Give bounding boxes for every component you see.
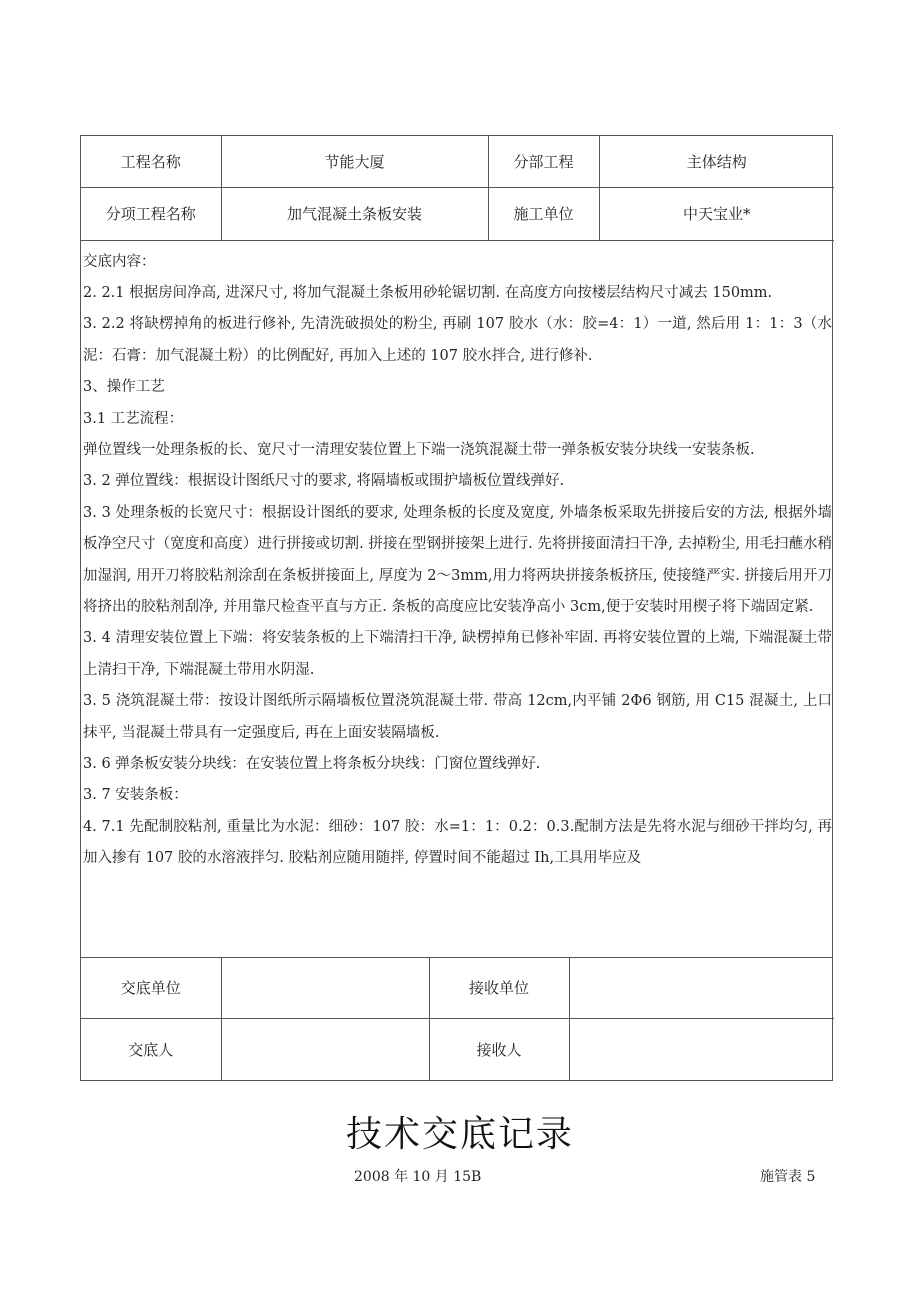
division-label: 分部工程 [488,136,599,187]
disclosure-form [80,135,833,1081]
division-value: 主体结构 [599,136,834,187]
receiver-person-label: 接收人 [429,1019,569,1080]
subitem-label: 分项工程名称 [81,187,221,240]
project-name-label: 工程名称 [81,136,221,187]
content-paragraph: 4. 7.1 先配制胶粘剂, 重量比为水泥：细砂：107 胶：水=1：1：0.2：0.3.配制方法是先将水泥与细砂干拌均匀, 再加入掺有 107 胶的水溶液拌匀. 胶粘剂应随用随拌, 停置时间不能超过 Ih,工具用毕应及 [83,818,832,867]
contractor-label: 施工单位 [488,187,599,240]
issuer-unit-field[interactable] [221,958,429,1019]
document-title: 技术交底记录 [345,1114,574,1155]
content-paragraph: 3. 7 安装条板： [83,787,188,804]
header-table [81,136,834,241]
subitem-value: 加气混凝土条板安装 [221,187,488,240]
signoff-table [81,958,834,1080]
issuer-person-label: 交底人 [81,1019,221,1080]
receiver-unit-label: 接收单位 [429,958,569,1019]
content-paragraph: 3.1 工艺流程： [83,410,184,427]
receiver-unit-field[interactable] [569,958,834,1019]
content-paragraph: 弹位置线一处理条板的长、宽尺寸一清理安装位置上下端一浇筑混凝土带一弹条板安装分块线一安装条板. [83,441,755,458]
content-paragraph: 3. 5 浇筑混凝土带：按设计图纸所示隔墙板位置浇筑混凝土带. 带高 12cm,内平铺 2Φ6 钢筋, 用 C15 混凝土, 上口抹平, 当混凝土带具有一定强度后, 再在上面安装隔墙板. [83,693,832,741]
receiver-person-field[interactable] [569,1019,834,1080]
form-number: 施管表 5 [760,1169,816,1185]
issuer-unit-label: 交底单位 [81,958,221,1019]
content-paragraph: 3. 2 弹位置线：根据设计图纸尺寸的要求, 将隔墙板或围护墙板位置线弹好. [83,473,565,490]
content-paragraph: 3、操作工艺 [83,379,165,396]
content-label: 交底内容： [83,253,156,270]
project-name-value: 节能大厦 [221,136,488,187]
content-paragraph: 3. 6 弹条板安装分块线：在安装位置上将条板分块线：门窗位置线弹好. [83,756,541,772]
contractor-value: 中天宝业* [599,187,834,240]
document-date: 2008 年 10 月 15B [354,1169,482,1185]
content-paragraph: 3. 2.2 将缺楞掉角的板进行修补, 先清洗破损处的粉尘, 再刷 107 胶水（水：胶=4：1）一道, 然后用 1：1：3（水泥：石膏：加气混凝土粉）的比例配好, 再加入上述的 107 胶水拌合, 进行修补. [83,316,832,364]
content-paragraph: 2. 2.1 根据房间净高, 进深尺寸, 将加气混凝土条板用砂轮锯切割. 在高度方向按楼层结构尺寸减去 150mm. [83,284,773,301]
content-paragraph: 3. 3 处理条板的长宽尺寸：根据设计图纸的要求, 处理条板的长度及宽度, 外墙条板采取先拼接后安的方法, 根据外墙板净空尺寸（宽度和高度）进行拼接或切割. 拼接在型钢拼接架上进行. 先将拼接面清扫干净, 去掉粉尘, 用毛扫蘸水稍加湿润, 用开刀将胶粘剂涂刮在条板拼接面上, 厚度为 2～3mm,用力将两块拼接条板挤压, 使接缝严实. 拼接后用开刀将挤出的胶粘剂刮净, 并用靠尺检查平直与方正. 条板的高度应比安装净高小 3cm,便于安装时用楔子将下端固定紧. [83,504,832,615]
issuer-person-field[interactable] [221,1019,429,1080]
disclosure-content [81,241,832,958]
content-paragraph: 3. 4 清理安装位置上下端：将安装条板的上下端清扫干净, 缺楞掉角已修补牢固. 再将安装位置的上端, 下端混凝土带上清扫干净, 下端混凝土带用水阴湿. [83,630,832,678]
